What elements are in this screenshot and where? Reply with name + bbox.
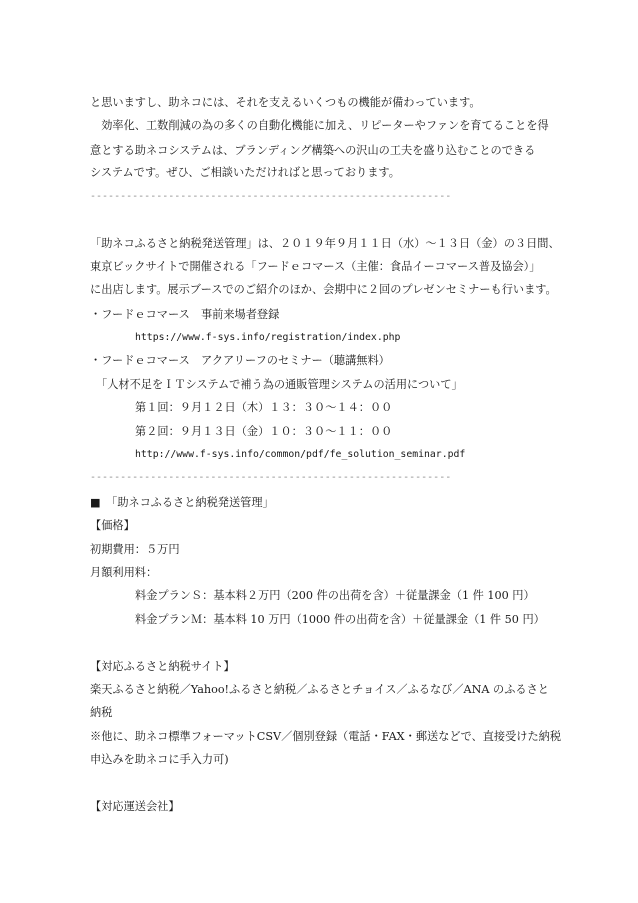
shipping-label: 【対応運送会社】 (90, 800, 180, 813)
plan-s: 料金プランＳ：基本料２万円（200 件の出荷を含）＋従量課金（1 件 100 円） (135, 589, 535, 603)
divider-2: ------------------------------------------------------------ (90, 472, 452, 484)
plan-m: 料金プランＭ：基本料 10 万円（1000 件の出荷を含）＋従量課金（1 件 50 円） (135, 612, 545, 626)
seminar-session-1: 第１回：９月１２日（木）１３：３０～１４：００ (135, 401, 393, 415)
price-label: 【価格】 (90, 519, 135, 533)
seminar-title: ・フードｅコマース アクアリーフのセミナー（聴講無料） (90, 354, 390, 368)
product-heading: ■ 「助ネコふるさと納税発送管理」 (90, 495, 274, 509)
event-line-3: に出店します。展示ブースでのご紹介のほか、会期中に２回のプレゼンセミナーも行います。 (90, 283, 557, 297)
intro-line-1: と思いますし、助ネコには、それを支えるいくつもの機能が備わっています。 (90, 96, 481, 109)
sites-line-1: 楽天ふるさと納税／Yahoo!ふるさと納税／ふるさとチョイス／ふるなび／ANA のふるさと (90, 682, 549, 696)
monthly-fee-label: 月額利用料： (90, 565, 158, 579)
event-line-1: 「助ネコふるさと納税発送管理」は、２０１９年９月１１日（水）～１３日（金）の３日間、 (90, 236, 560, 250)
initial-fee: 初期費用：５万円 (90, 542, 180, 556)
event-line-2: 東京ビックサイトで開催される「フードｅコマース（主催：食品イーコマース普及協会）」 (90, 259, 541, 273)
registration-link[interactable]: https://www.f-sys.info/registration/index.php (135, 331, 401, 343)
seminar-session-2: 第２回：９月１３日（金）１０：３０～１１：００ (135, 424, 393, 438)
seminar-subtitle: 「人材不足をＩＴシステムで補う為の通販管理システムの活用について」 (96, 377, 463, 391)
registration-title: ・フードｅコマース 事前来場者登録 (90, 307, 280, 321)
divider-1: ------------------------------------------------------------ (90, 190, 452, 202)
sites-line-2: 納税 (90, 706, 113, 720)
intro-line-3: 意とする助ネコシステムは、ブランディング構築への沢山の工夫を盛り込むことのできる (90, 143, 536, 157)
seminar-link[interactable]: http://www.f-sys.info/common/pdf/fe_solution_seminar.pdf (135, 449, 466, 460)
intro-line-2: 効率化、工数削減の為の多くの自動化機能に加え、リピーターやファンを育てることを得 (90, 119, 549, 133)
note-line-2: 申込みを助ネコに手入力可) (90, 753, 229, 767)
note-line-1: ※他に、助ネコ標準フォーマットCSV／個別登録（電話・FAX・郵送などで、直接受けた納税 (90, 729, 562, 743)
intro-line-4: システムです。ぜひ、ご相談いただければと思っております。 (90, 166, 400, 180)
sites-label: 【対応ふるさと納税サイト】 (90, 659, 235, 673)
